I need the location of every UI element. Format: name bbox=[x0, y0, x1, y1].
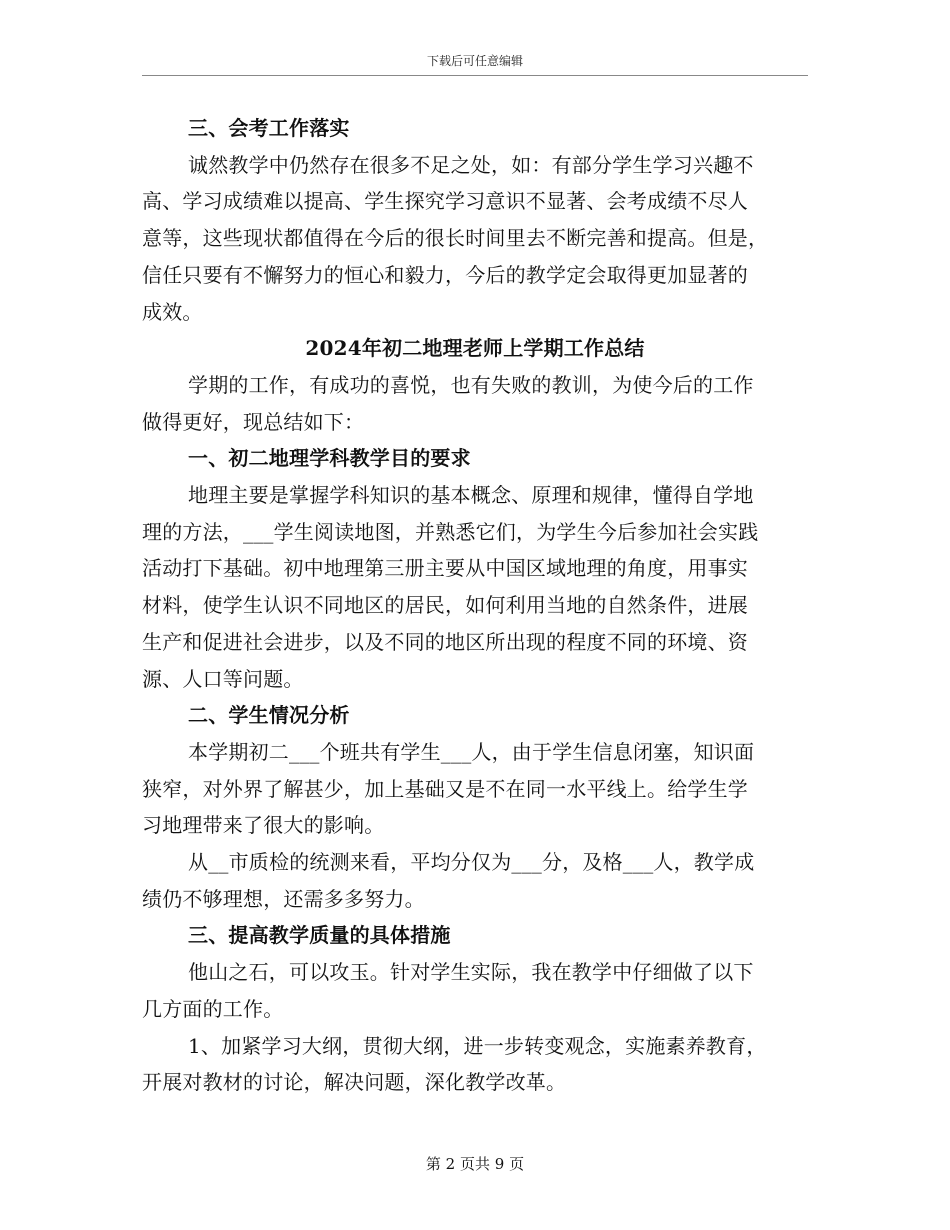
document-title: 2024年初二地理老师上学期工作总结 bbox=[305, 336, 645, 361]
paragraph-line: 习地理带来了很大的影响。 bbox=[142, 813, 385, 838]
paragraph-line: 地理主要是掌握学科知识的基本概念、原理和规律，懂得自学地 bbox=[188, 483, 754, 508]
paragraph-line: 生产和促进社会进步，以及不同的地区所出现的程度不同的环境、资 bbox=[142, 629, 748, 654]
section-heading: 三、会考工作落实 bbox=[188, 116, 350, 140]
paragraph-line: 信任只要有不懈努力的恒心和毅力，今后的教学定会取得更加显著的 bbox=[142, 262, 748, 287]
header-rule bbox=[142, 75, 808, 76]
paragraph-line: 材料，使学生认识不同地区的居民，如何利用当地的自然条件，进展 bbox=[142, 593, 748, 618]
paragraph-line: 诚然教学中仍然存在很多不足之处，如：有部分学生学习兴趣不 bbox=[188, 152, 754, 177]
paragraph-line: 1、加紧学习大纲，贯彻大纲，进一步转变观念，实施素养教育， bbox=[188, 1033, 767, 1058]
paragraph-line: 他山之石，可以攻玉。针对学生实际，我在教学中仔细做了以下 bbox=[188, 960, 754, 985]
paragraph-line: 开展对教材的讨论，解决问题，深化教学改革。 bbox=[142, 1070, 567, 1095]
page-footer: 第 2 页共 9 页 bbox=[425, 1155, 525, 1173]
paragraph-line: 活动打下基础。初中地理第三册主要从中国区域地理的角度，用事实 bbox=[142, 556, 748, 581]
paragraph-line: 本学期初二___个班共有学生___人，由于学生信息闭塞，知识面 bbox=[188, 739, 755, 764]
paragraph-line: 意等，这些现状都值得在今后的很长时间里去不断完善和提高。但是， bbox=[142, 226, 769, 251]
section-heading: 三、提高教学质量的具体措施 bbox=[188, 923, 451, 948]
paragraph-line: 绩仍不够理想，还需多多努力。 bbox=[142, 886, 425, 911]
paragraph-line: 高、学习成绩难以提高、学生探究学习意识不显著、会考成绩不尽人 bbox=[142, 189, 748, 214]
paragraph-line: 从__市质检的统测来看，平均分仅为___分，及格___人，教学成 bbox=[188, 850, 755, 875]
section-heading: 一、初二地理学科教学目的要求 bbox=[188, 446, 471, 471]
paragraph-line: 做得更好，现总结如下： bbox=[142, 409, 365, 434]
paragraph-line: 学期的工作，有成功的喜悦，也有失败的教训，为使今后的工作 bbox=[188, 372, 754, 397]
paragraph-line: 源、人口等问题。 bbox=[142, 666, 304, 691]
section-heading: 二、学生情况分析 bbox=[188, 703, 350, 728]
page-header: 下载后可任意编辑 bbox=[426, 54, 523, 68]
paragraph-line: 理的方法，___学生阅读地图，并熟悉它们，为学生今后参加社会实践 bbox=[142, 519, 759, 544]
paragraph-line: 狭窄，对外界了解甚少，加上基础又是不在同一水平线上。给学生学 bbox=[142, 776, 748, 801]
paragraph-line: 几方面的工作。 bbox=[142, 996, 284, 1021]
document-body bbox=[142, 110, 808, 1101]
paragraph-line: 成效。 bbox=[142, 299, 203, 324]
